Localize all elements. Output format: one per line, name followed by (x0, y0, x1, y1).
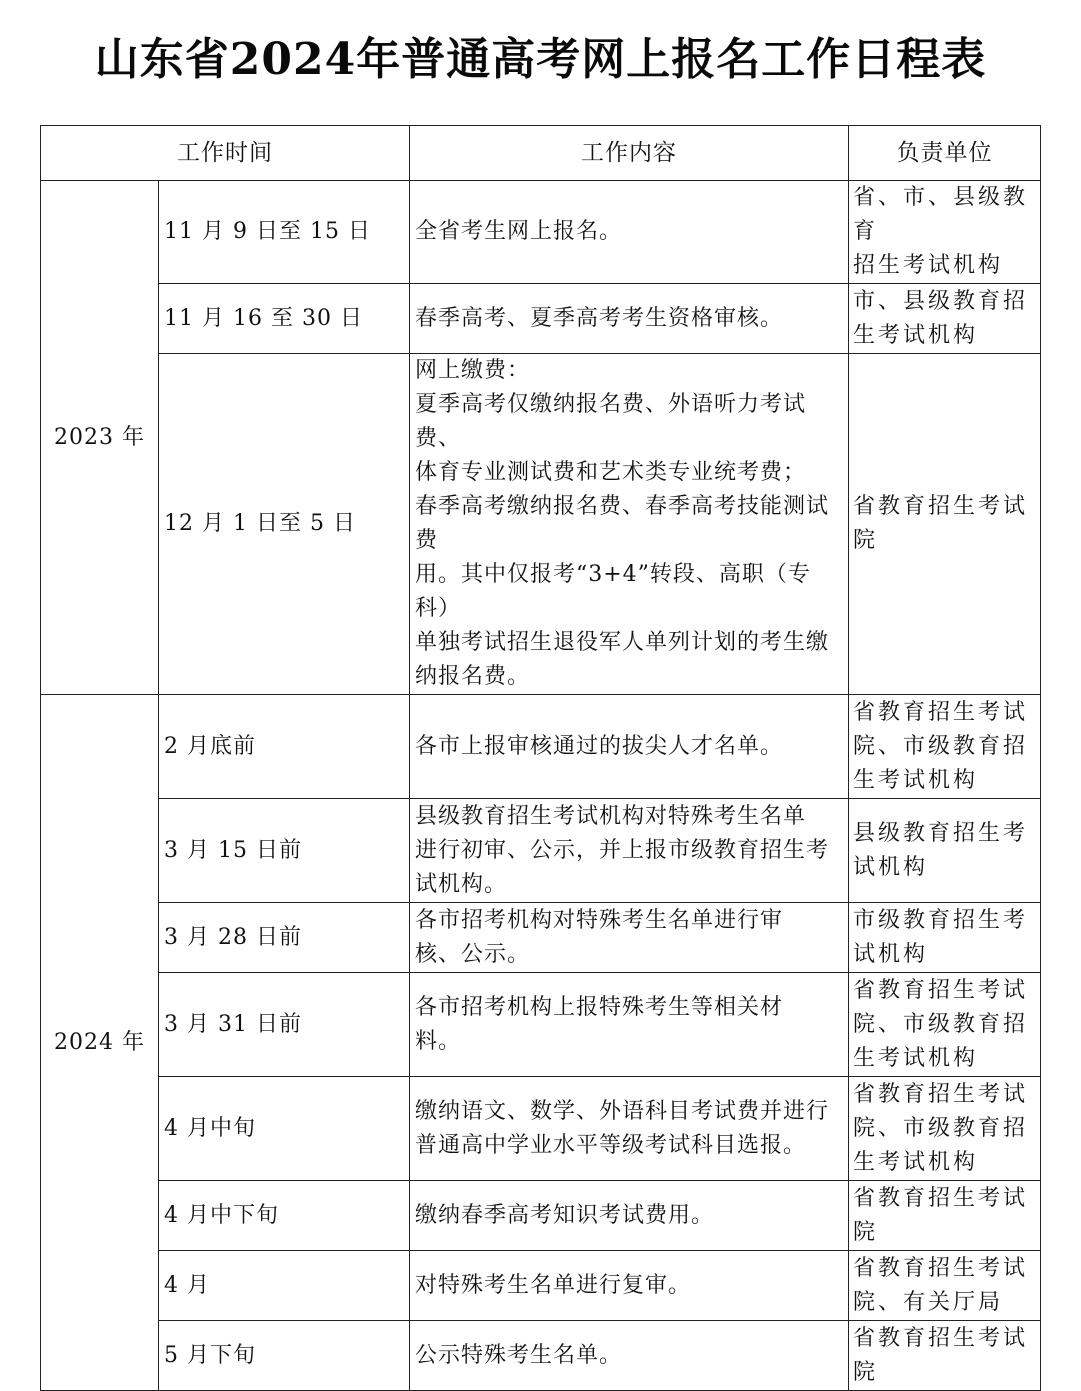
content-line: 缴纳语文、数学、外语科目考试费并进行 (415, 1098, 830, 1124)
content-line: 各市招考机构对特殊考生名单进行审 (415, 907, 784, 933)
content-cell (410, 284, 849, 354)
content-line: 春季高考、夏季高考考生资格审核。 (415, 305, 784, 331)
content-line: 试机构。 (415, 871, 508, 897)
content-cell (410, 1077, 849, 1181)
unit-line: 市、县级教育招 (853, 288, 1029, 314)
unit-line: 院 (853, 1359, 879, 1385)
unit-line: 生考试机构 (853, 767, 979, 793)
table-row (41, 354, 1041, 695)
content-line: 进行初审、公示，并上报市级教育招生考 (415, 837, 830, 863)
header-time: 工作时间 (41, 126, 410, 181)
unit-cell (849, 1181, 1041, 1251)
content-line: 料。 (415, 1028, 462, 1054)
unit-line: 院、市级教育招 (853, 1011, 1029, 1037)
unit-line: 生考试机构 (853, 1149, 979, 1175)
table-row (41, 1077, 1041, 1181)
unit-cell (849, 181, 1041, 284)
unit-line: 市级教育招生考 (853, 907, 1029, 933)
table-row (41, 1251, 1041, 1321)
unit-line: 县级教育招生考 (853, 820, 1029, 846)
content-cell (410, 695, 849, 799)
unit-cell (849, 799, 1041, 903)
unit-line: 试机构 (853, 941, 929, 967)
content-cell (410, 903, 849, 973)
table-row (41, 284, 1041, 354)
content-line: 公示特殊考生名单。 (415, 1342, 623, 1368)
unit-cell (849, 1251, 1041, 1321)
table-body (41, 181, 1041, 1391)
content-line: 各市招考机构上报特殊考生等相关材 (415, 994, 784, 1020)
unit-line: 院、市级教育招 (853, 733, 1029, 759)
content-line: 普通高中学业水平等级考试科目选报。 (415, 1132, 807, 1158)
unit-line: 生考试机构 (853, 322, 979, 348)
content-line: 纳报名费。 (415, 664, 531, 689)
unit-line: 生考试机构 (853, 1045, 979, 1071)
unit-cell (849, 903, 1041, 973)
header-content: 工作内容 (410, 126, 849, 181)
content-line: 核、公示。 (415, 941, 531, 967)
content-line: 夏季高考仅缴纳报名费、外语听力考试费、 (415, 392, 807, 451)
unit-line: 省教育招生考试 (853, 1185, 1029, 1211)
table-header-row (41, 126, 1041, 181)
content-line: 单独考试招生退役军人单列计划的考生缴 (415, 630, 830, 655)
time-cell: 2 月底前 (159, 695, 410, 799)
time-cell: 4 月 (159, 1251, 410, 1321)
table-row (41, 181, 1041, 284)
unit-line: 省教育招生考试 (853, 977, 1029, 1003)
content-cell (410, 354, 849, 695)
content-line: 县级教育招生考试机构对特殊考生名单 (415, 803, 807, 829)
time-cell: 3 月 28 日前 (159, 903, 410, 973)
table-row (41, 1321, 1041, 1391)
unit-line: 试机构 (853, 854, 929, 880)
year-cell: 2023 年 (41, 181, 159, 695)
year-cell: 2024 年 (41, 695, 159, 1391)
content-cell (410, 1251, 849, 1321)
time-cell: 5 月下旬 (159, 1321, 410, 1391)
content-line: 网上缴费： (415, 358, 531, 383)
schedule-table (40, 125, 1041, 1391)
content-cell (410, 181, 849, 284)
content-cell (410, 973, 849, 1077)
time-cell: 4 月中旬 (159, 1077, 410, 1181)
table-row (41, 973, 1041, 1077)
time-cell: 11 月 9 日至 15 日 (159, 181, 410, 284)
unit-line: 省教育招生考试 (853, 1081, 1029, 1107)
unit-line: 省、市、县级教育 (853, 185, 1029, 244)
content-line: 各市上报审核通过的拔尖人才名单。 (415, 733, 784, 759)
unit-line: 院 (853, 1219, 879, 1245)
unit-line: 院、市级教育招 (853, 1115, 1029, 1141)
content-line: 缴纳春季高考知识考试费用。 (415, 1202, 715, 1228)
table-row (41, 799, 1041, 903)
content-cell (410, 1181, 849, 1251)
content-line: 用。其中仅报考“3+4”转段、高职（专科） (415, 562, 811, 621)
content-line: 体育专业测试费和艺术类专业统考费； (415, 460, 807, 485)
content-cell (410, 1321, 849, 1391)
table-row (41, 695, 1041, 799)
unit-cell (849, 1077, 1041, 1181)
table-row (41, 1181, 1041, 1251)
content-cell (410, 799, 849, 903)
page-title: 山东省2024年普通高考网上报名工作日程表 (94, 34, 987, 85)
unit-line: 省教育招生考试院 (853, 494, 1029, 553)
table-row (41, 903, 1041, 973)
time-cell: 12 月 1 日至 5 日 (159, 354, 410, 695)
content-line: 对特殊考生名单进行复审。 (415, 1272, 692, 1298)
unit-cell (849, 973, 1041, 1077)
time-cell: 4 月中下旬 (159, 1181, 410, 1251)
unit-cell (849, 695, 1041, 799)
unit-cell (849, 284, 1041, 354)
unit-line: 省教育招生考试 (853, 1255, 1029, 1281)
header-unit: 负责单位 (849, 126, 1041, 181)
time-cell: 3 月 31 日前 (159, 973, 410, 1077)
content-line: 春季高考缴纳报名费、春季高考技能测试费 (415, 494, 830, 553)
unit-line: 招生考试机构 (853, 253, 1004, 278)
unit-cell (849, 354, 1041, 695)
unit-line: 院、有关厅局 (853, 1289, 1004, 1315)
unit-cell (849, 1321, 1041, 1391)
content-line: 全省考生网上报名。 (415, 219, 623, 244)
unit-line: 省教育招生考试 (853, 699, 1029, 725)
time-cell: 11 月 16 至 30 日 (159, 284, 410, 354)
unit-line: 省教育招生考试 (853, 1325, 1029, 1351)
time-cell: 3 月 15 日前 (159, 799, 410, 903)
